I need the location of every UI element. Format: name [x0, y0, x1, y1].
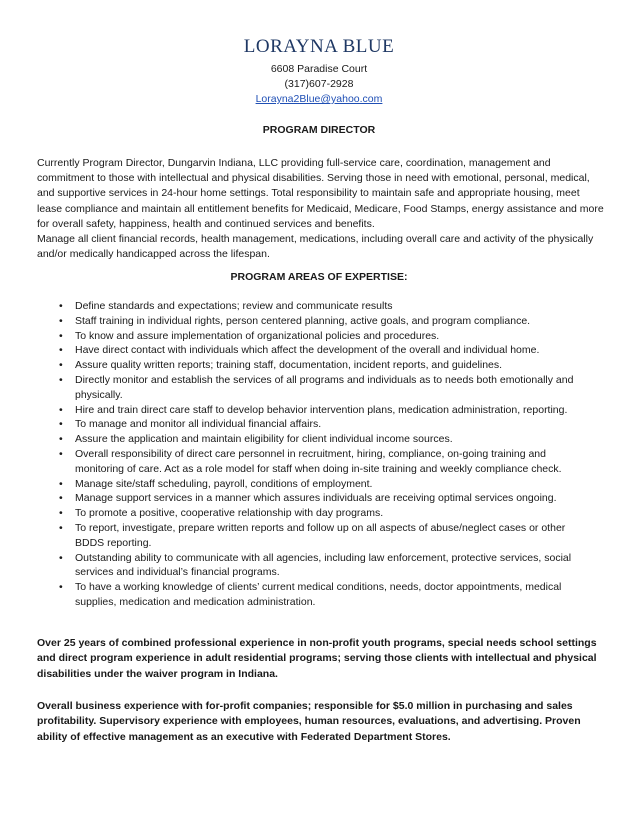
list-item	[37, 521, 597, 551]
bullet-icon: •	[59, 359, 63, 372]
list-item	[37, 580, 597, 610]
bullet-icon: •	[59, 373, 63, 386]
list-item-text: To know and assure implementation of organizational policies and procedures.	[75, 329, 440, 342]
list-item-text: Directly monitor and establish the services of all programs and individuals as to needs both emotionally and physically.	[75, 373, 574, 401]
list-item-text: To have a working knowledge of clients’ current medical conditions, needs, doctor appointments, medical supplies, medication and medication administration.	[75, 581, 562, 608]
list-item	[37, 506, 597, 521]
expertise-heading: PROGRAM AREAS OF EXPERTISE:	[230, 271, 408, 283]
list-item-text: Overall responsibility of direct care personnel in recruitment, hiring, compliance, on-going training and monitoring of care. Act as a role model for staff when doing in-site training and weekly compliance check.	[75, 447, 562, 475]
list-item	[37, 432, 597, 447]
list-item	[37, 403, 597, 418]
list-item-text: Staff training in individual rights, person centered planning, active goals, and program compliance.	[75, 314, 531, 327]
experience-paragraph-2: Overall business experience with for-profit companies; responsible for $5.0 million in purchasing and sales profitability. Supervisory experience with employees, human resources, evaluations, and advertising. Proven ability of effective management as an executive with Federated Department Stores.	[37, 700, 581, 743]
bullet-icon: •	[59, 507, 63, 520]
bullet-icon: •	[59, 581, 63, 594]
bullet-icon: •	[59, 329, 63, 342]
bullet-icon: •	[59, 344, 63, 357]
list-item-text: Have direct contact with individuals which affect the development of the overall and individual home.	[75, 344, 540, 357]
bullet-icon: •	[59, 300, 63, 312]
bullet-icon: •	[59, 314, 63, 327]
list-item	[37, 329, 597, 344]
summary-paragraph-1: Currently Program Director, Dungarvin Indiana, LLC providing full-service care, coordination, management and commitment to those with intellectual and physical disabilities. Serving those in need with emotional, personal, medical, and supportive services in 24-hour home settings. Total responsibility to maintain safe and appropriate housing, meet lease compliance and maintain all entitlement benefits for Medicaid, Medicare, Food Stamps, energy assistance and more for overall safety, happiness, health and continued services and benefits.	[37, 157, 604, 230]
list-item	[37, 551, 597, 581]
list-item	[37, 373, 597, 403]
list-item-text: Outstanding ability to communicate with all agencies, including law enforcement, protective services, social services and individual’s financial programs.	[75, 551, 572, 579]
list-item-text: Define standards and expectations; review and communicate results	[75, 300, 393, 312]
list-item	[37, 447, 597, 477]
job-title: PROGRAM DIRECTOR	[262, 124, 376, 136]
experience-paragraph-1: Over 25 years of combined professional experience in non-profit youth programs, special needs school settings and direct program experience in adult residential programs; serving those clients with intellectual and physical disabilities under the waiver program in Indiana.	[37, 637, 597, 680]
list-item	[37, 314, 597, 329]
list-item	[37, 358, 597, 373]
summary-paragraph-2: Manage all client financial records, health management, medications, including overall care and activity of the physically and/or medically handicapped across the lifespan.	[37, 233, 594, 261]
email-line	[0, 92, 638, 107]
bullet-icon: •	[59, 418, 63, 431]
list-item-text: Assure the application and maintain eligibility for client individual income sources.	[75, 433, 453, 446]
expertise-list	[37, 299, 597, 610]
bullet-icon: •	[59, 551, 63, 564]
bullet-icon: •	[59, 521, 63, 534]
list-item	[37, 417, 597, 432]
list-item-text: To promote a positive, cooperative relationship with day programs.	[75, 507, 384, 520]
list-item	[37, 299, 597, 314]
list-item	[37, 491, 597, 506]
summary-section	[37, 156, 607, 262]
email-link[interactable]: Lorayna2Blue@yahoo.com	[255, 93, 383, 105]
list-item-text: Manage site/staff scheduling, payroll, conditions of employment.	[75, 477, 373, 490]
list-item-text: To report, investigate, prepare written reports and follow up on all aspects of abuse/neglect cases or other BDDS reporting.	[75, 521, 566, 549]
list-item-text: Manage support services in a manner which assures individuals are receiving optimal services ongoing.	[75, 492, 557, 505]
address: 6608 Paradise Court	[270, 63, 368, 75]
bullet-icon: •	[59, 447, 63, 460]
list-item	[37, 477, 597, 492]
list-item	[37, 343, 597, 358]
list-item-text: To manage and monitor all individual financial affairs.	[75, 418, 322, 431]
bullet-icon: •	[59, 433, 63, 446]
candidate-name: LORAYNA BLUE	[243, 36, 395, 57]
bullet-icon: •	[59, 403, 63, 416]
list-item-text: Hire and train direct care staff to develop behavior intervention plans, medication administration, reporting.	[75, 403, 568, 416]
list-item-text: Assure quality written reports; training staff, documentation, incident reports, and guidelines.	[75, 359, 503, 372]
phone: (317)607-2928	[284, 78, 354, 90]
bullet-icon: •	[59, 492, 63, 505]
bullet-icon: •	[59, 477, 63, 490]
